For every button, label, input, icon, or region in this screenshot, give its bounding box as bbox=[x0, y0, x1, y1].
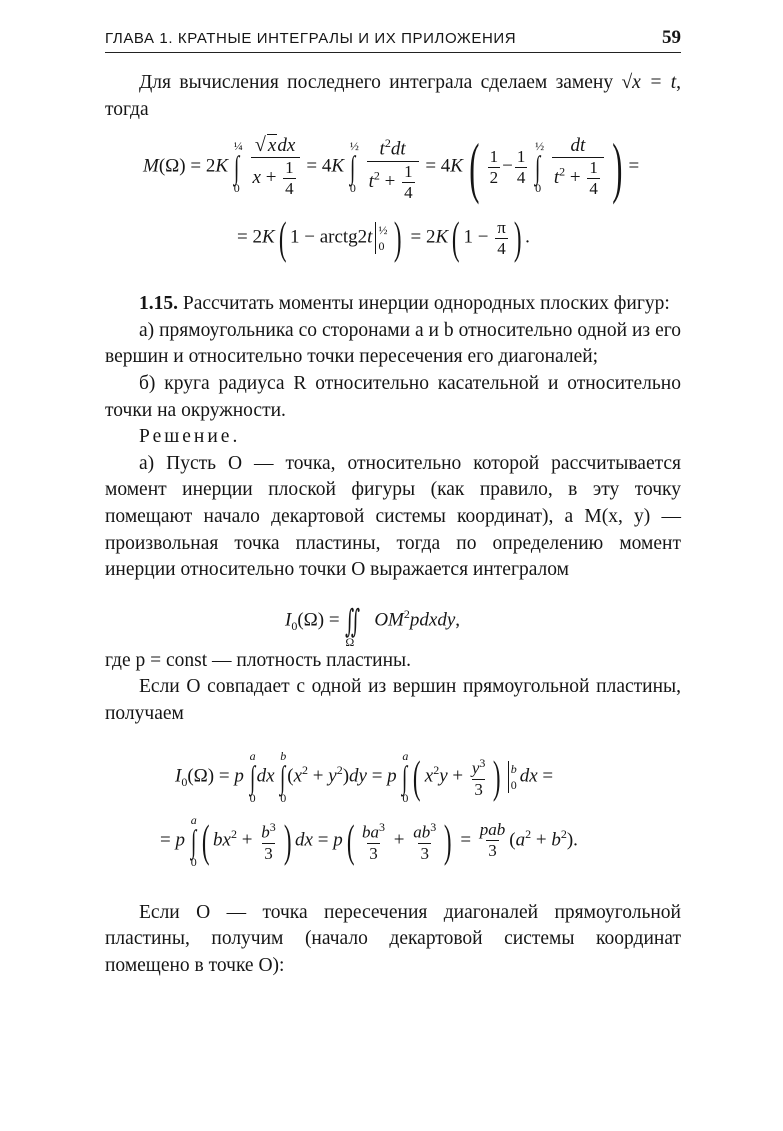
intro-text-end: , тогда bbox=[105, 72, 682, 120]
substitution-formula: √x = t bbox=[621, 72, 677, 93]
intro-text: Для вычисления последнего интеграла сделаем замену bbox=[139, 72, 614, 93]
equation-vertex-result: = p a ∫ 0 ( $bx^2$ + $\frac{b^3}{3}$ ) dx = p( $\frac{ba^3}{3}$ + $\frac{ab^3}{3}$ ) = $\frac{\text{pab}}{3}$ $(a^2 + b^2)$. bbox=[160, 812, 578, 869]
page-header bbox=[105, 26, 681, 53]
problem-statement bbox=[105, 291, 681, 318]
center-case-paragraph: Если O — точка пересечения диагоналей прямоугольной пластины, получим (начало декартовой системы координат помещено в точке O): bbox=[105, 901, 681, 976]
problem-number: 1.15. bbox=[139, 293, 178, 315]
problem-item-a: а) прямоугольника со сторонами a и b относительно одной из его вершин и относительно точки пересечения его диагоналей; bbox=[105, 319, 681, 368]
page-number: 59 bbox=[662, 27, 681, 48]
vertex-case-line: Если O совпадает с одной из вершин прямоугольной пластины, получаем bbox=[105, 676, 681, 724]
density-line: где p = const — плотность пластины. bbox=[105, 649, 412, 671]
page-body bbox=[105, 70, 681, 979]
intro-paragraph bbox=[105, 70, 681, 123]
equation-mass-result: = 2K( 1 − arctg2t ½ 0 ) = 2K( 1 − $\frac{\pi}{4}$ ) . bbox=[237, 212, 530, 264]
solution-label: Решение. bbox=[139, 426, 241, 448]
equation-mass-integral: M(Ω) = 2K ¼ ∫ 0 √ xdx x + $\frac{1}{4}$ = 4K ½ ∫ 0 $t^2dt$ $t^2$ + $\frac{1}{4}$ = 4K( $\frac{1}{2}$ − $\frac{1}{4}$ ½ ∫ 0 dt $t^2$ + $\frac{1}{4}$ ) = bbox=[143, 129, 640, 206]
equation-moment-definition: $I_0(\Omega)$ = ∬ Ω $OM^2pdxdy$, bbox=[285, 602, 461, 649]
equation-vertex-moment: $I_0(\Omega) = p$ a ∫ 0 dx b ∫ 0 $(x^2 + y^2)dy = p$ a ∫ 0 ( $x^2y$ + $\frac{y^3}{3}$ ) b 0 dx = bbox=[175, 748, 554, 805]
solution-paragraph: а) Пусть O — точка, относительно которой рассчитывается момент инерции плоской фигуры (как правило, в эту точку помещают начало декартовой системы координат), а M(x, y) — произвольная точка пластины, тогда по определению момент инерции относительно точки O выражается интегралом bbox=[105, 452, 681, 581]
problem-text: Рассчитать моменты инерции однородных плоских фигур: bbox=[178, 293, 670, 315]
problem-item-b: б) круга радиуса R относительно касательной и относительно точки на окружности. bbox=[105, 372, 681, 421]
running-head: ГЛАВА 1. КРАТНЫЕ ИНТЕГРАЛЫ И ИХ ПРИЛОЖЕНИЯ bbox=[105, 30, 517, 47]
